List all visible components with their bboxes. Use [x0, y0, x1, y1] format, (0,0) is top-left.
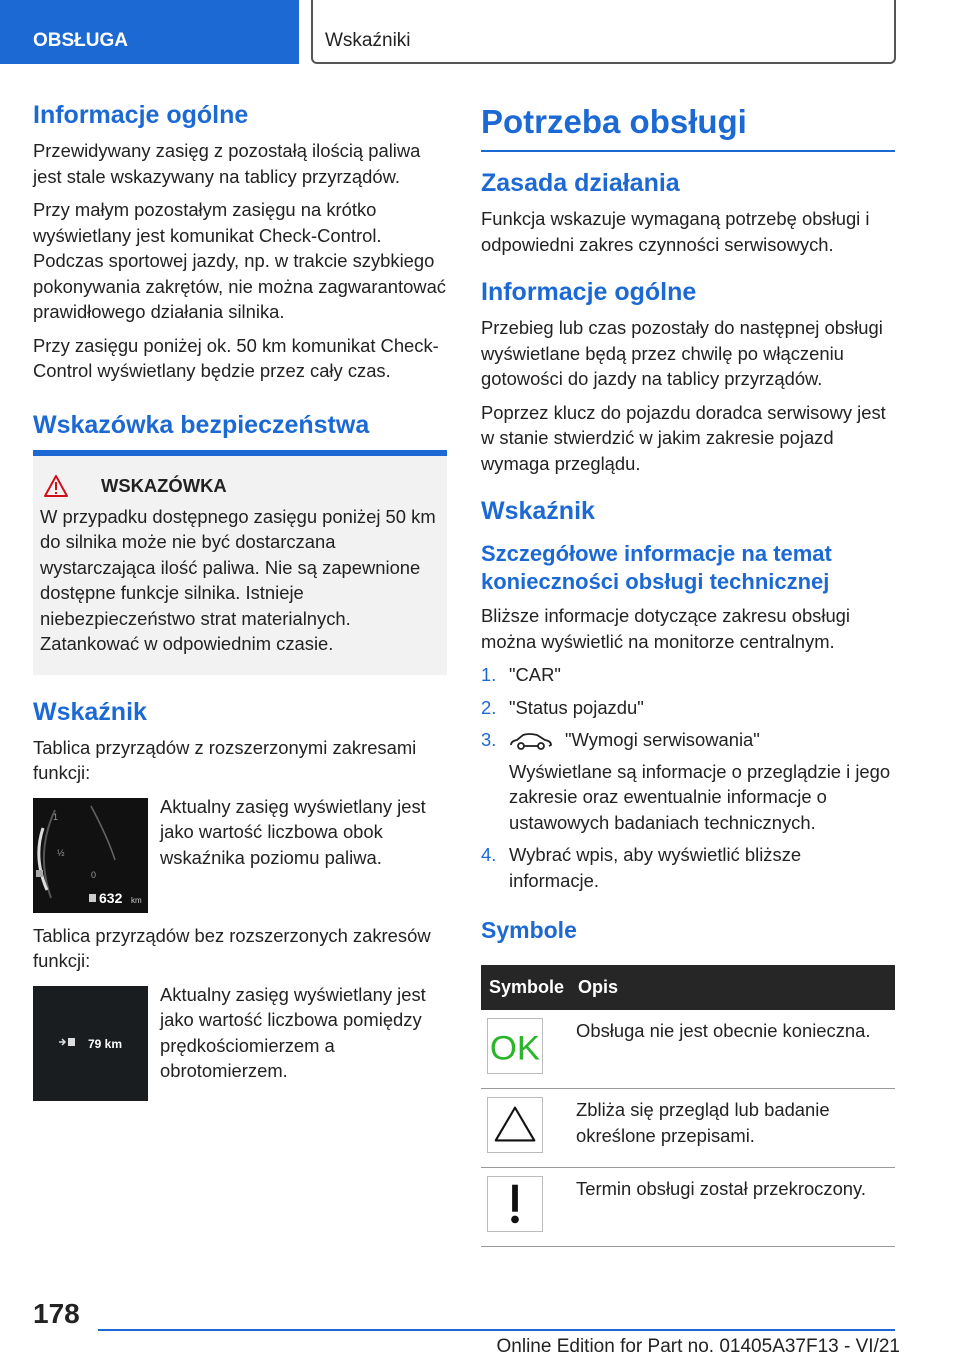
indicator-heading: Wskaźnik	[481, 497, 595, 525]
symbol-cell	[481, 1168, 570, 1247]
warning-header	[40, 474, 440, 498]
step-number: 3.	[481, 729, 497, 750]
basic-cluster-range-image	[33, 986, 148, 1101]
safety-note-heading: Wskazówka bezpieczeństwa	[33, 410, 370, 439]
cluster-image-row	[33, 794, 447, 913]
car-icon	[509, 731, 553, 751]
gauge-tick-mid: ½	[57, 847, 65, 858]
gauge-tick-bottom: 0	[91, 869, 97, 880]
description-cell: Termin obsługi został przekroczony.	[570, 1168, 895, 1247]
principle-paragraph: Funkcja wskazuje wymaganą potrzebę obsługi i odpowiedni zakres czynności serwisowych.	[481, 208, 870, 255]
indicator-heading: Wskaźnik	[33, 697, 147, 726]
step-text: "CAR"	[509, 664, 561, 685]
warning-text: W przypadku dostępnego zasięgu poniżej 50 km do silnika może nie być dostarczana wystarczająca ilość paliwa. Nie są zapewnione dostępne funkcje silnika. Istnieje niebezpieczeństwo strat materialnych. Zatankować w odpowiednim czasie.	[40, 505, 436, 654]
general-info-paragraph: Poprzez klucz do pojazdu doradca serwisowy jest w stanie stwierdzić w jakim zakresie pojazd wymaga przeglądu.	[481, 401, 886, 474]
step-item	[481, 662, 895, 688]
general-info-paragraph: Przy zasięgu poniżej ok. 50 km komunikat Check-Control wyświetlany będzie przez cały czas.	[33, 334, 439, 381]
edition-footer-text: Online Edition for Part no. 01405A37F13 - VI/21	[496, 1336, 900, 1357]
warning-box	[33, 456, 447, 675]
general-info-paragraph: Przebieg lub czas pozostały do następnej obsługi wyświetlane będą przez chwilę po włączeniu gotowości do jazdy na tablicy przyrządów.	[481, 317, 883, 389]
symbol-cell	[481, 1010, 570, 1089]
page-number: 178	[33, 1298, 80, 1329]
gauge-range-unit: km	[131, 895, 142, 905]
left-column	[33, 100, 447, 1111]
step-text: "Status pojazdu"	[509, 696, 644, 718]
general-info-paragraph: Przy małym pozostałym zasięgu na krótko wyświetlany jest komunikat Check-Control. Podczas sportowej jazdy, np. w trakcie szybkiego pokonywania zakrętów, nie można zagwarantować prawidłowego działania silnika.	[33, 199, 446, 322]
symbol-cell	[481, 1089, 570, 1168]
chapter-tab[interactable]	[0, 0, 299, 64]
cluster-image-caption: Aktualny zasięg wyświetlany jest jako wartość liczbowa obok wskaźnika poziomu paliwa.	[160, 795, 426, 868]
step-number: 2.	[481, 696, 497, 718]
service-need-heading: Potrzeba obsługi	[481, 100, 895, 152]
gauge-tick-top: 1	[53, 811, 59, 822]
ok-icon	[487, 1018, 543, 1074]
step-item	[481, 842, 895, 893]
symbols-heading: Symbole	[481, 917, 577, 943]
step-item	[481, 727, 895, 835]
general-info-paragraph: Przewidywany zasięg z pozostałą ilością paliwa jest stale wskazywany na tablicy przyrządów.	[33, 140, 421, 187]
extended-cluster-fuel-gauge-image	[33, 798, 148, 913]
table-row	[481, 1010, 895, 1089]
footer-divider	[98, 1329, 895, 1331]
step-body	[509, 727, 895, 835]
step-text: "Wymogi serwisowania"	[565, 729, 760, 750]
warning-title: WSKAZÓWKA	[101, 474, 227, 496]
table-row	[481, 1089, 895, 1168]
step-extra-text: Wyświetlane są informacje o przeglądzie i jego zakresie oraz ewentualnie informacje o ustawowych badaniach technicznych.	[509, 760, 891, 833]
range-value: 79 km	[88, 1036, 123, 1051]
indicator-paragraph: Tablica przyrządów z rozszerzonymi zakresami funkcji:	[33, 736, 417, 783]
cluster-image-caption: Aktualny zasięg wyświetlany jest jako wartość liczbowa pomiędzy prędkościomierzem a obrotomierzem.	[160, 983, 426, 1081]
section-label: Wskaźniki	[325, 30, 411, 51]
warning-triangle-icon	[43, 474, 69, 498]
warning-triangle-icon	[487, 1097, 543, 1153]
step-number: 1.	[481, 664, 497, 685]
table-header-row	[481, 965, 895, 1010]
details-heading: Szczegółowe informacje na temat konieczności obsługi technicznej	[481, 541, 832, 594]
cluster-image-row	[33, 982, 447, 1101]
step-number: 4.	[481, 844, 497, 865]
column-header-description: Opis	[570, 965, 895, 1010]
ok-symbol-text: OK	[489, 1029, 541, 1068]
general-info-heading: Informacje ogólne	[481, 278, 697, 306]
gauge-range-value: 632	[99, 889, 123, 906]
steps-list	[481, 662, 895, 893]
description-cell: Zbliża się przegląd lub badanie określone przepisami.	[570, 1089, 895, 1168]
column-header-symbol: Symbole	[481, 965, 570, 1010]
table-row	[481, 1168, 895, 1247]
right-column	[481, 100, 895, 1247]
step-text: Wybrać wpis, aby wyświetlić bliższe informacje.	[509, 844, 802, 891]
page-header	[0, 0, 960, 66]
exclamation-icon	[487, 1176, 543, 1232]
step-item	[481, 695, 895, 721]
symbols-table	[481, 965, 895, 1247]
principle-heading: Zasada działania	[481, 169, 680, 197]
details-paragraph: Bliższe informacje dotyczące zakresu obsługi można wyświetlić na monitorze centralnym.	[481, 605, 850, 652]
chapter-tab-label: OBSŁUGA	[33, 30, 128, 51]
description-cell: Obsługa nie jest obecnie konieczna.	[570, 1010, 895, 1089]
indicator-paragraph: Tablica przyrządów bez rozszerzonych zakresów funkcji:	[33, 924, 431, 971]
general-info-heading: Informacje ogólne	[33, 101, 249, 129]
